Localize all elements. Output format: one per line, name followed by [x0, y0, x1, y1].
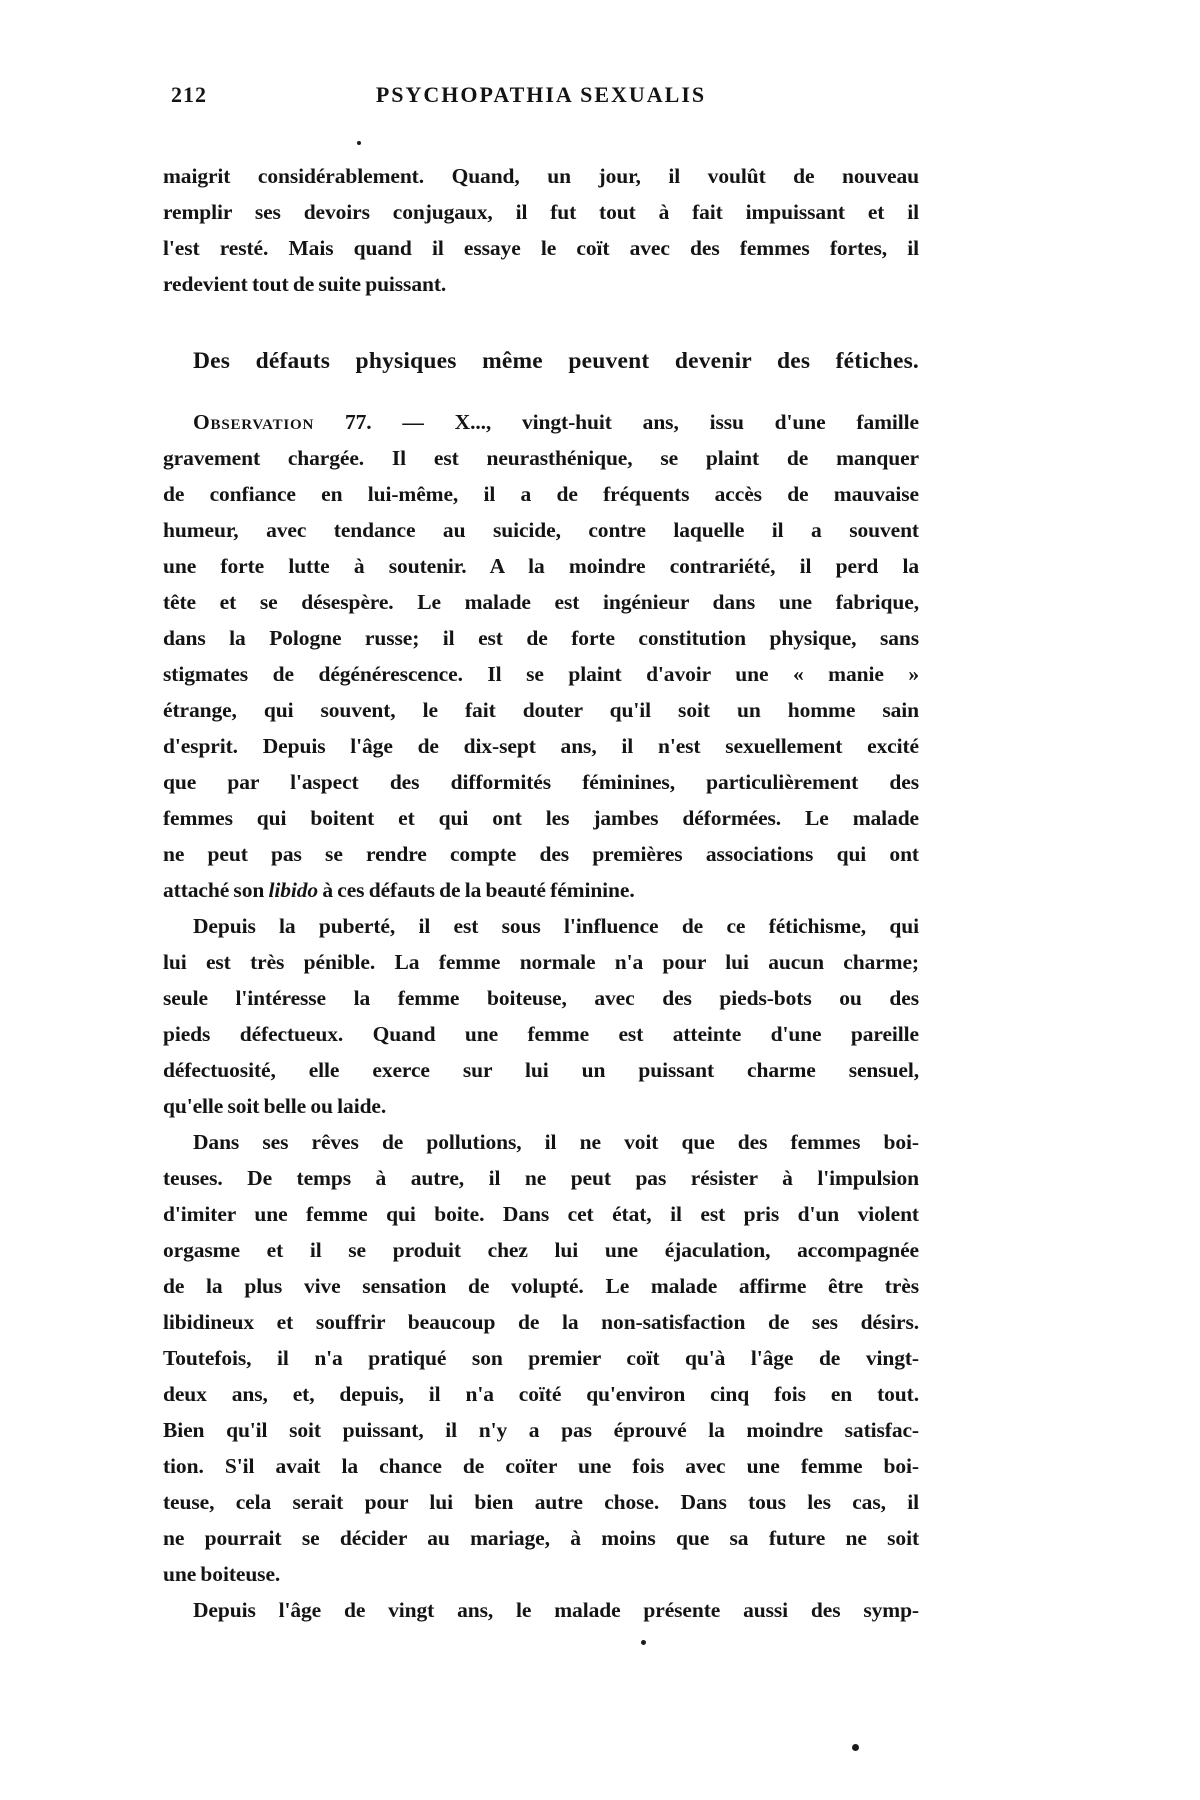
text-segment: de la plus vive sensation de volupté. Le malade affirme être très [163, 1274, 919, 1298]
text-line [163, 340, 919, 382]
text-segment: une boiteuse. [163, 1562, 281, 1586]
text-line [163, 908, 919, 944]
text-line [163, 1052, 919, 1088]
text-segment: d'esprit. Depuis l'âge de dix-sept ans, il n'est sexuellement excité [163, 734, 919, 758]
text-block [163, 82, 919, 1628]
paragraph [163, 158, 919, 302]
text-segment: tête et se désespère. Le malade est ingénieur dans une fabrique, [163, 590, 919, 614]
text-segment: libido [268, 878, 319, 902]
text-line [163, 1484, 919, 1520]
text-segment: défectuosité, elle exerce sur lui un puissant charme sensuel, [163, 1058, 919, 1082]
text-segment: Observation [193, 410, 315, 434]
section-heading [163, 340, 919, 382]
text-line [163, 1232, 919, 1268]
text-segment: tion. S'il avait la chance de coïter une fois avec une femme boi- [163, 1454, 919, 1478]
ink-speck [852, 1744, 859, 1751]
text-line [163, 1196, 919, 1232]
text-segment: stigmates de dégénérescence. Il se plaint d'avoir une « manie » [163, 662, 919, 686]
text-segment: deux ans, et, depuis, il n'a coïté qu'environ cinq fois en tout. [163, 1382, 919, 1406]
text-line [163, 548, 919, 584]
paragraph [163, 404, 919, 908]
text-line [163, 620, 919, 656]
text-segment: Depuis la puberté, il est sous l'influence de ce fétichisme, qui [193, 914, 919, 938]
text-segment: gravement chargée. Il est neurasthénique, se plaint de manquer [163, 446, 919, 470]
text-segment: que par l'aspect des difformités féminines, particulièrement des [163, 770, 919, 794]
text-segment: de confiance en lui-même, il a de fréquents accès de mauvaise [163, 482, 919, 506]
text-segment: d'imiter une femme qui boite. Dans cet état, il est pris d'un violent [163, 1202, 919, 1226]
text-line [163, 764, 919, 800]
text-segment: étrange, qui souvent, le fait douter qu'il soit un homme sain [163, 698, 919, 722]
text-line [163, 1124, 919, 1160]
text-line [163, 800, 919, 836]
text-line [163, 476, 919, 512]
paragraph [163, 1124, 919, 1592]
text-segment: humeur, avec tendance au suicide, contre laquelle il a souvent [163, 518, 919, 542]
text-segment: pieds défectueux. Quand une femme est atteinte d'une pareille [163, 1022, 919, 1046]
text-line [163, 656, 919, 692]
text-line [163, 836, 919, 872]
running-title: PSYCHOPATHIA SEXUALIS [375, 82, 707, 107]
text-segment: orgasme et il se produit chez lui une éjaculation, accompagnée [163, 1238, 919, 1262]
text-line [163, 980, 919, 1016]
text-segment: Depuis l'âge de vingt ans, le malade présente aussi des symp- [193, 1598, 919, 1622]
text-line [163, 944, 919, 980]
text-line [163, 1592, 919, 1628]
text-line [163, 1412, 919, 1448]
text-segment: femmes qui boitent et qui ont les jambes déformées. Le malade [163, 806, 919, 830]
text-segment: teuses. De temps à autre, il ne peut pas résister à l'impulsion [163, 1166, 919, 1190]
text-segment: Des défauts physiques même peuvent devenir des fétiches. [193, 348, 919, 374]
text-line [163, 440, 919, 476]
text-segment: ne peut pas se rendre compte des premières associations qui ont [163, 842, 919, 866]
text-segment: teuse, cela serait pour lui bien autre chose. Dans tous les cas, il [163, 1490, 919, 1514]
page-number: 212 [171, 82, 207, 107]
text-line [163, 1520, 919, 1556]
text-segment: seule l'intéresse la femme boiteuse, avec des pieds-bots ou des [163, 986, 919, 1010]
text-line [163, 266, 919, 302]
text-line [163, 1448, 919, 1484]
text-line [163, 512, 919, 548]
text-segment: redevient tout de suite puissant. [163, 272, 447, 296]
page-header [163, 82, 919, 114]
text-segment: maigrit considérablement. Quand, un jour, il voulût de nouveau [163, 164, 919, 188]
ink-speck [357, 141, 361, 145]
paragraph [163, 1592, 919, 1628]
text-line [163, 1268, 919, 1304]
text-line [163, 1376, 919, 1412]
text-segment: libidineux et souffrir beaucoup de la non-satisfaction de ses désirs. [163, 1310, 919, 1334]
text-segment: qu'elle soit belle ou laide. [163, 1094, 387, 1118]
text-segment: remplir ses devoirs conjugaux, il fut tout à fait impuissant et il [163, 200, 919, 224]
ink-speck [641, 1640, 646, 1645]
paragraph [163, 908, 919, 1124]
text-segment: attaché son [163, 878, 269, 902]
text-segment: une forte lutte à soutenir. A la moindre contrariété, il perd la [163, 554, 919, 578]
text-segment: à ces défauts de la beauté féminine. [318, 878, 635, 902]
text-line [163, 1556, 919, 1592]
text-line [163, 1016, 919, 1052]
text-line [163, 1088, 919, 1124]
text-segment: l'est resté. Mais quand il essaye le coït avec des femmes fortes, il [163, 236, 919, 260]
text-line [163, 194, 919, 230]
text-line [163, 584, 919, 620]
text-line [163, 1160, 919, 1196]
text-line [163, 1304, 919, 1340]
text-segment: Dans ses rêves de pollutions, il ne voit que des femmes boi- [193, 1130, 919, 1154]
text-segment: dans la Pologne russe; il est de forte constitution physique, sans [163, 626, 919, 650]
text-segment: ne pourrait se décider au mariage, à moins que sa future ne soit [163, 1526, 919, 1550]
text-line [163, 1340, 919, 1376]
text-segment: Bien qu'il soit puissant, il n'y a pas éprouvé la moindre satisfac- [163, 1418, 919, 1442]
text-line [163, 692, 919, 728]
text-line [163, 404, 919, 440]
text-segment: Toutefois, il n'a pratiqué son premier coït qu'à l'âge de vingt- [163, 1346, 919, 1370]
text-line [163, 872, 919, 908]
text-line [163, 728, 919, 764]
text-segment: lui est très pénible. La femme normale n'a pour lui aucun charme; [163, 950, 919, 974]
text-segment: 77. — X..., vingt-huit ans, issu d'une famille [314, 410, 919, 434]
text-line [163, 158, 919, 194]
text-line [163, 230, 919, 266]
